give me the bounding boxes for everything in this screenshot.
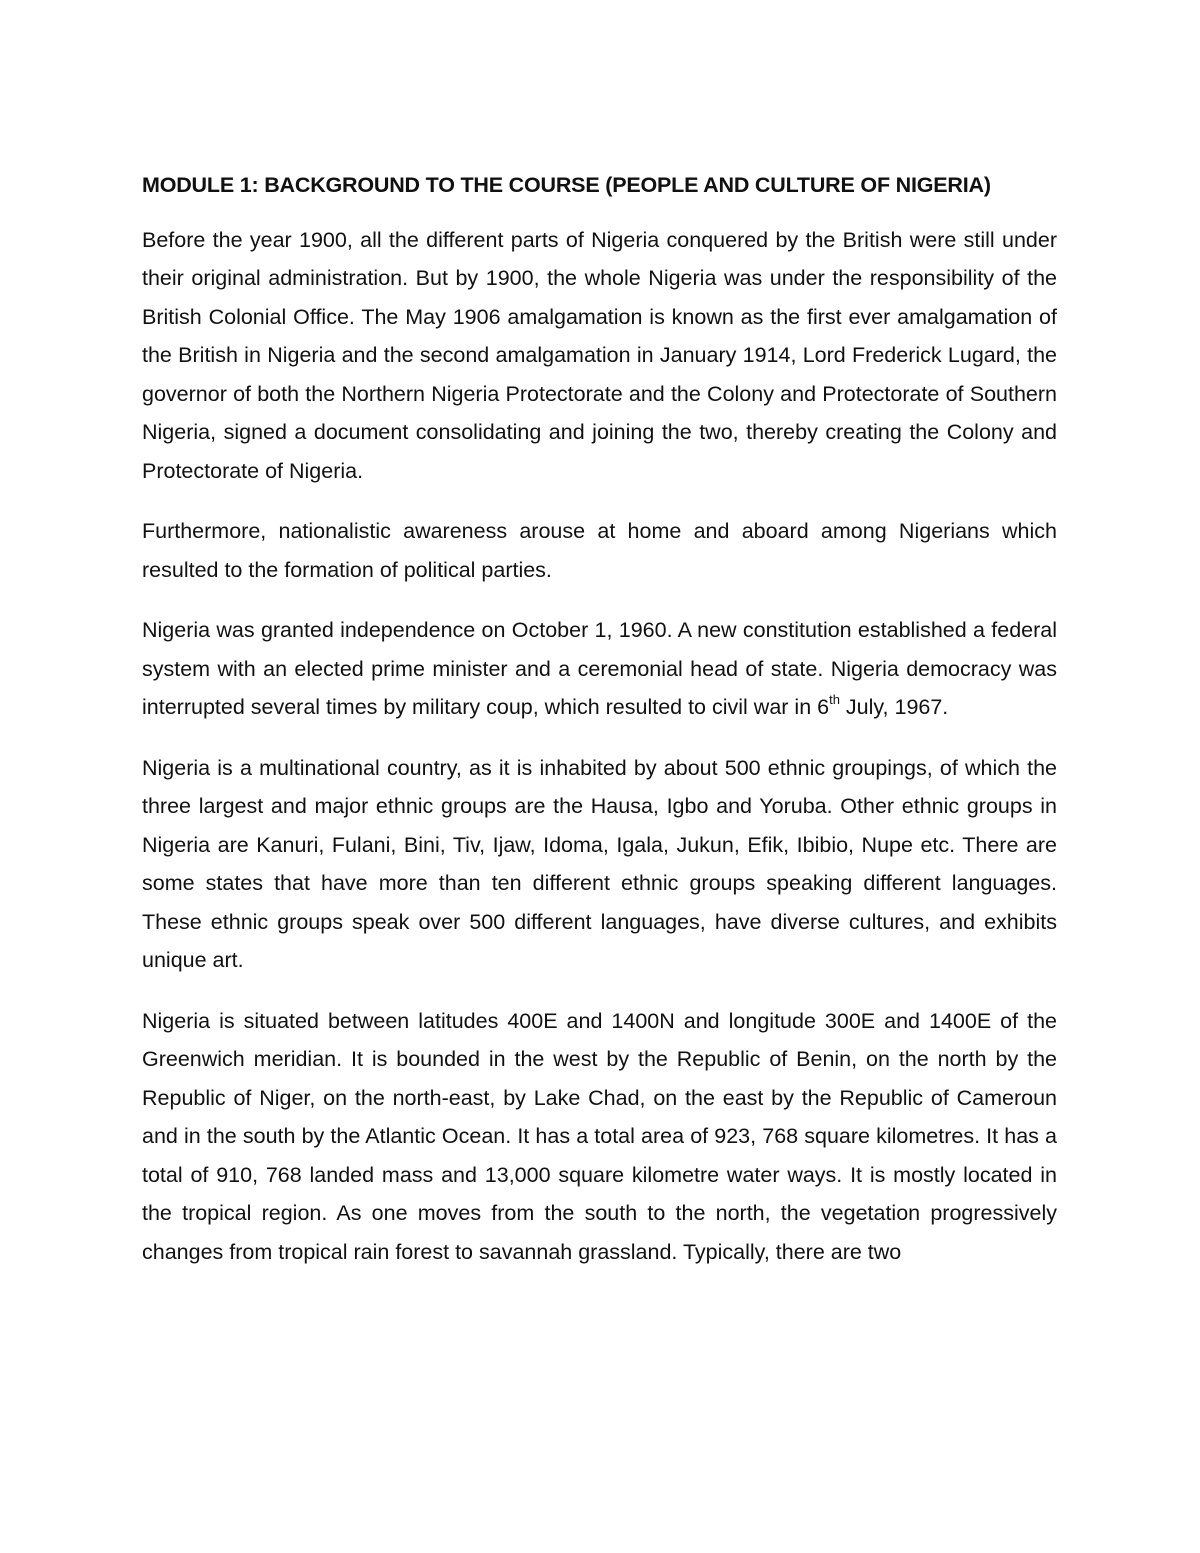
paragraph-independence (142, 611, 1057, 727)
independence-text-end: July, 1967. (839, 695, 949, 719)
independence-text: Nigeria was granted independence on October 1, 1960. A new constitution established a federal system with an elected prime minister and a ceremonial head of state. Nigeria democracy was interrupted several times by military coup, which resulted to civil war in 6 (142, 618, 1057, 719)
paragraph-geography: Nigeria is situated between latitudes 400E and 1400N and longitude 300E and 1400E of the Greenwich meridian. It is bounded in the west by the Republic of Benin, on the north by the Republic of Niger, on the north-east, by Lake Chad, on the east by the Republic of Cameroun and in the south by the Atlantic Ocean. It has a total area of 923, 768 square kilometres. It has a total of 910, 768 landed mass and 13,000 square kilometre water ways. It is mostly located in the tropical region. As one moves from the south to the north, the vegetation progressively changes from tropical rain forest to savannah grassland. Typically, there are two (142, 1008, 1057, 1264)
paragraph-nationalism: Furthermore, nationalistic awareness arouse at home and aboard among Nigerians which resulted to the formation of political parties. (142, 519, 1057, 582)
document-body (142, 166, 1057, 1271)
paragraph-ethnic-groups: Nigeria is a multinational country, as it is inhabited by about 500 ethnic groupings, of which the three largest and major ethnic groups are the Hausa, Igbo and Yoruba. Other ethnic groups in Nigeria are Kanuri, Fulani, Bini, Tiv, Ijaw, Idoma, Igala, Jukun, Efik, Ibibio, Nupe etc. There are some states that have more than ten different ethnic groups speaking different languages. These ethnic groups speak over 500 different languages, have diverse cultures, and exhibits unique art. (142, 755, 1057, 972)
module-heading: MODULE 1: BACKGROUND TO THE COURSE (PEOPLE AND CULTURE OF NIGERIA) (142, 173, 991, 197)
paragraph-colonial-history: Before the year 1900, all the different parts of Nigeria conquered by the British were still under their original administration. But by 1900, the whole Nigeria was under the responsibility of the British Colonial Office. The May 1906 amalgamation is known as the first ever amalgamation of the British in Nigeria and the second amalgamation in January 1914, Lord Frederick Lugard, the governor of both the Northern Nigeria Protectorate and the Colony and Protectorate of Southern Nigeria, signed a document consolidating and joining the two, thereby creating the Colony and Protectorate of Nigeria. (142, 227, 1057, 483)
ordinal-superscript: th (829, 691, 840, 707)
